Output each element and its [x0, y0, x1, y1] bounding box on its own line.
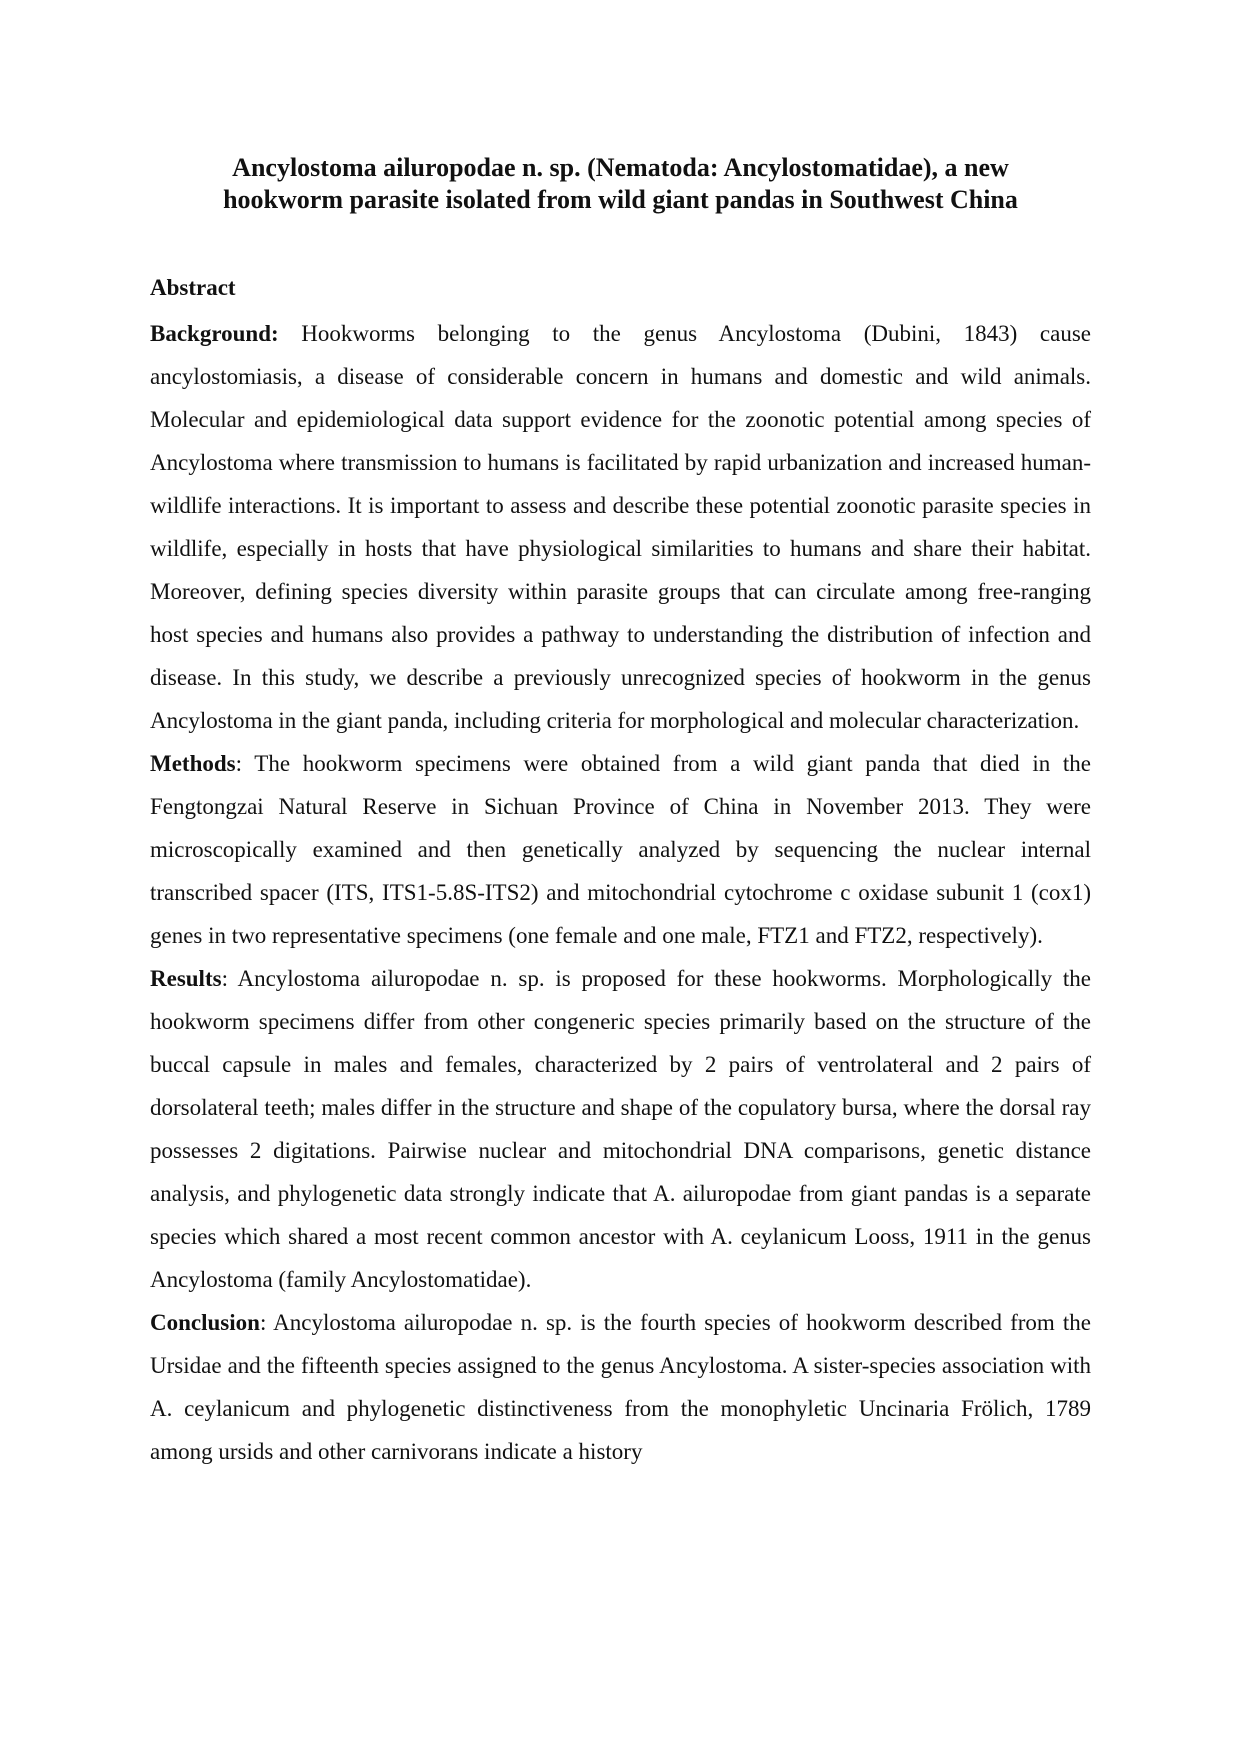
abstract-results — [150, 957, 1091, 1301]
abstract-body — [150, 312, 1091, 1473]
paper-title-line-1: Ancylostoma ailuropodae n. sp. (Nematoda: Ancylostomatidae), a new — [232, 153, 1009, 182]
paper-title-line-2: hookworm parasite isolated from wild giant pandas in Southwest China — [223, 185, 1018, 214]
methods-label: Methods — [150, 751, 236, 776]
background-text: Hookworms belonging to the genus Ancylostoma (Dubini, 1843) cause ancylostomiasis, a disease of considerable concern in humans and domestic and wild animals. Molecular and epidemiological data support evidence for the zoonotic potential among species of Ancylostoma where transmission to humans is facilitated by rapid urbanization and increased human-wildlife interactions. It is important to assess and describe these potential zoonotic parasite species in wildlife, especially in hosts that have physiological similarities to humans and share their habitat. Moreover, defining species diversity within parasite groups that can circulate among free-ranging host species and humans also provides a pathway to understanding the distribution of infection and disease. In this study, we describe a previously unrecognized species of hookworm in the genus Ancylostoma in the giant panda, including criteria for morphological and molecular characterization. — [150, 321, 1091, 733]
paper-title — [150, 152, 1091, 216]
results-text: : Ancylostoma ailuropodae n. sp. is proposed for these hookworms. Morphologically the hookworm specimens differ from other congeneric species primarily based on the structure of the buccal capsule in males and females, characterized by 2 pairs of ventrolateral and 2 pairs of dorsolateral teeth; males differ in the structure and shape of the copulatory bursa, where the dorsal ray possesses 2 digitations. Pairwise nuclear and mitochondrial DNA comparisons, genetic distance analysis, and phylogenetic data strongly indicate that A. ailuropodae from giant pandas is a separate species which shared a most recent common ancestor with A. ceylanicum Looss, 1911 in the genus Ancylostoma (family Ancylostomatidae). — [150, 966, 1091, 1292]
background-label: Background: — [150, 321, 279, 346]
conclusion-text: : Ancylostoma ailuropodae n. sp. is the fourth species of hookworm described from the Ursidae and the fifteenth species assigned to the genus Ancylostoma. A sister-species association with A. ceylanicum and phylogenetic distinctiveness from the monophyletic Uncinaria Frölich, 1789 among ursids and other carnivorans indicate a history — [150, 1310, 1091, 1464]
abstract-methods — [150, 742, 1091, 957]
abstract-heading: Abstract — [150, 275, 236, 300]
methods-text: : The hookworm specimens were obtained from a wild giant panda that died in the Fengtongzai Natural Reserve in Sichuan Province of China in November 2013. They were microscopically examined and then genetically analyzed by sequencing the nuclear internal transcribed spacer (ITS, ITS1-5.8S-ITS2) and mitochondrial cytochrome c oxidase subunit 1 (cox1) genes in two representative specimens (one female and one male, FTZ1 and FTZ2, respectively). — [150, 751, 1091, 948]
abstract-conclusion — [150, 1301, 1091, 1473]
results-label: Results — [150, 966, 222, 991]
conclusion-label: Conclusion — [150, 1310, 260, 1335]
abstract-background — [150, 312, 1091, 742]
